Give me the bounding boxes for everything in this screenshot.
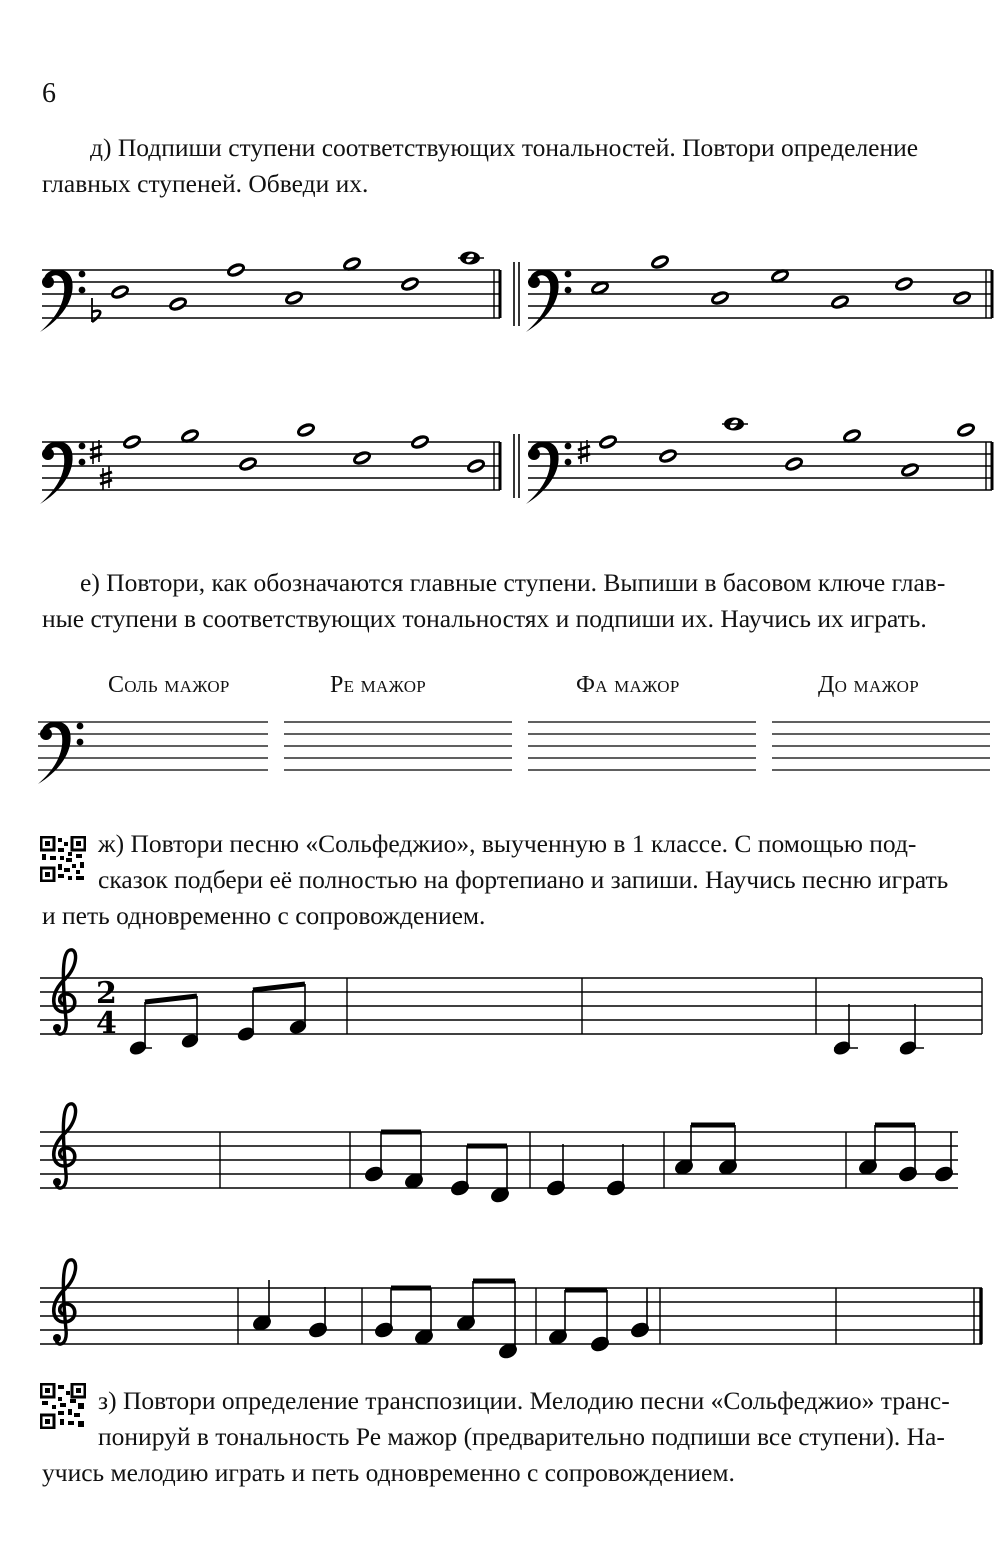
time-signature-bottom: 4 [96,1006,117,1041]
note [597,433,619,452]
empty-bass-staff [38,722,990,770]
text-line: учись мелодию играть и петь одновременно с сопровождением. [42,1458,735,1487]
key-label-d-major: Ре мажор [330,672,427,698]
text-line: з) Повтори определение транспозиции. Мелодию песни «Сольфеджио» транс- [98,1386,950,1415]
note [225,261,247,280]
bass-clef-icon [526,441,571,504]
page-number: 6 [42,78,56,109]
text-line: д) Подпиши ступени соответствующих тональностей. Повтори определение [90,133,919,162]
note [409,433,431,452]
text-line: ж) Повтори песню «Сольфеджио», выученную в 1 классе. С помощью под- [98,829,917,858]
time-signature-top: 2 [96,976,117,1011]
note [237,455,259,474]
text-line: е) Повтори, как обозначаются главные ступени. Выпиши в басовом ключе глав- [80,568,946,597]
text-line: главных ступеней. Обведи их. [42,169,369,198]
bass-clef-icon [40,441,85,504]
note [709,289,731,308]
note [283,289,305,308]
bass-clef-icon [40,269,85,332]
staff-3-notes [252,1280,650,1360]
note [657,447,679,466]
note [109,283,131,302]
bass-staff-3 [42,442,500,490]
text-line: и петь одновременно с сопровождением. [42,901,486,930]
treble-staff-3 [40,1288,982,1344]
bass-staff-4 [528,442,992,490]
bass-staff-1 [42,270,500,318]
text-line: понируй в тональность Ре мажор (предварительно подпиши все ступени). На- [98,1422,945,1451]
note [955,421,977,440]
note [829,293,851,312]
note [649,253,671,272]
sharp-icon [578,440,590,464]
note [351,449,373,468]
key-label-g-major: Соль мажор [108,672,230,698]
treble-staff-1 [40,978,982,1034]
note [893,275,915,294]
text-line: сказок подбери её полностью на фортепиано и запиши. Научись песню играть [98,865,949,894]
bass-clef-icon [38,721,83,784]
text-line: ные ступени в соответствующих тональностях и подпиши их. Научись их играть. [42,604,927,633]
note [399,275,421,294]
note [121,433,143,452]
staff-2-notes [364,1125,954,1204]
note [167,295,189,314]
key-label-f-major: Фа мажор [576,672,680,698]
note [951,289,973,308]
note [465,457,487,476]
note [783,455,805,474]
note [295,421,317,440]
note [899,461,921,480]
measure-4-notes [832,1004,924,1057]
sharp-icon [90,440,102,464]
key-label-c-major: До мажор [818,672,919,698]
bass-clef-icon [526,269,571,332]
treble-staff-2 [40,1132,958,1188]
